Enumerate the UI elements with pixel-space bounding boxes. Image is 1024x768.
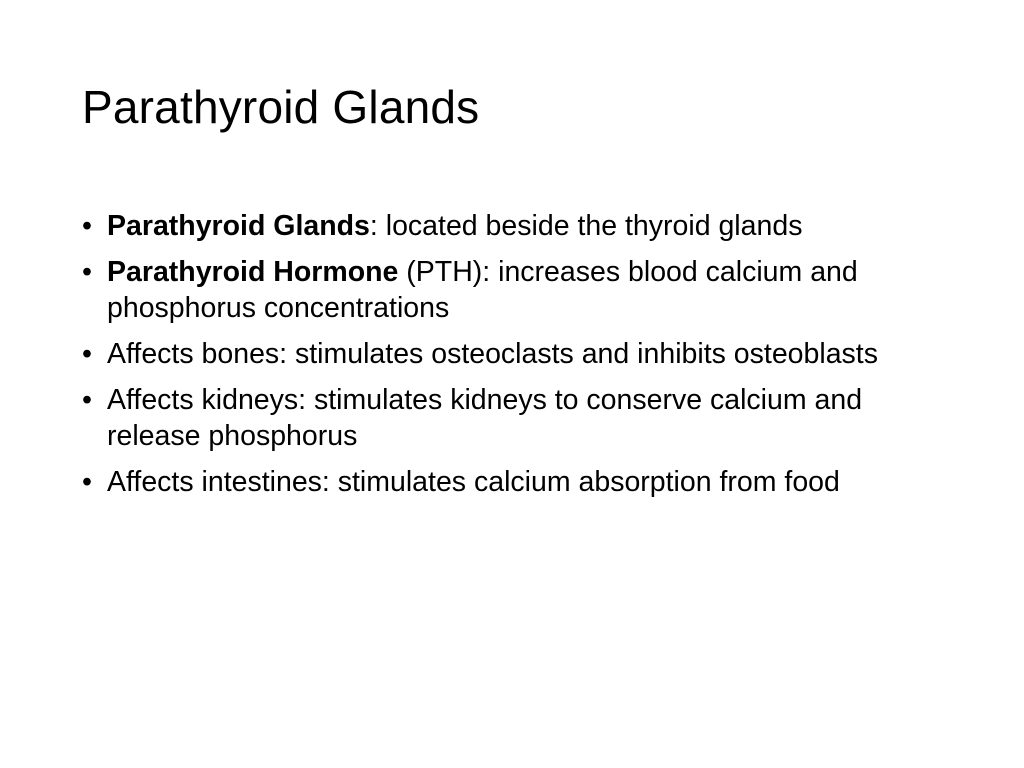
bullet-body: Affects intestines: stimulates calcium absorption from food [107,466,840,498]
bullet-text [107,338,878,370]
bullet-item [82,254,942,326]
bullet-item [82,464,942,500]
bullet-item [82,336,942,372]
bullet-icon: • [82,210,92,242]
bullet-body: Affects bones: stimulates osteoclasts and inhibits osteoblasts [107,338,878,370]
bullet-bold-term: Parathyroid Hormone [107,256,399,288]
bullet-icon: • [82,338,92,370]
bullet-text [107,210,802,242]
bullet-icon: • [82,466,92,498]
bullet-bold-term: Parathyroid Glands [107,210,370,242]
bullet-item [82,382,942,454]
bullet-icon: • [82,256,92,288]
bullet-icon: • [82,384,92,416]
bullet-body: Affects kidneys: stimulates kidneys to conserve calcium and release phosphorus [107,384,863,452]
bullet-body: (PTH): increases blood calcium and phosphorus concentrations [107,256,858,324]
bullet-list [82,208,942,510]
bullet-text [107,256,858,324]
bullet-item [82,208,942,244]
slide-title: Parathyroid Glands [82,81,480,133]
bullet-text [107,384,862,452]
bullet-body: : located beside the thyroid glands [369,210,803,242]
bullet-text [107,466,840,498]
